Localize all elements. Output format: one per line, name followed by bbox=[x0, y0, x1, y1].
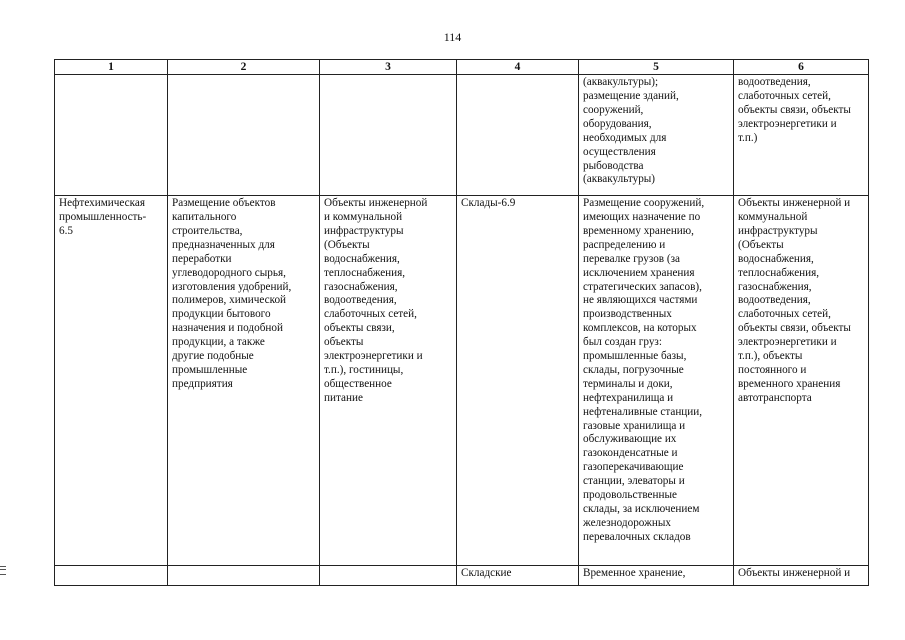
column-header: 6 bbox=[734, 60, 869, 75]
header-row bbox=[55, 60, 869, 75]
column-header: 5 bbox=[579, 60, 734, 75]
table-row bbox=[55, 75, 869, 196]
table-cell bbox=[168, 566, 320, 586]
table-cell bbox=[168, 75, 320, 196]
table-cell: Нефтехимическая промышленность- 6.5 bbox=[55, 196, 168, 566]
table-cell: (аквакультуры); размещение зданий, сооружений, оборудования, необходимых для осуществления рыбоводства (аквакультуры) bbox=[579, 75, 734, 196]
table-cell bbox=[457, 75, 579, 196]
table-cell bbox=[320, 566, 457, 586]
margin-mark bbox=[0, 566, 6, 575]
table-row bbox=[55, 566, 869, 586]
table-cell: Размещение сооружений, имеющих назначение по временному хранению, распределению и перевалке грузов (за исключением хранения стратегических запасов), не являющихся частями производственных комплексов, на которых был создан груз: промышленные базы, склады, погрузочные терминалы и доки, нефтехранилища и нефтеналивные станции, газовые хранилища и обслуживающие их газоконденсатные и газоперекачивающие станции, элеваторы и продовольственные склады, за исключением железнодорожных перевалочных складов bbox=[579, 196, 734, 566]
table-row bbox=[55, 196, 869, 566]
page-number: 114 bbox=[443, 30, 462, 44]
table-cell: Склады-6.9 bbox=[457, 196, 579, 566]
column-header: 3 bbox=[320, 60, 457, 75]
table-cell: Объекты инженерной и коммунальной инфраструктуры (Объекты водоснабжения, теплоснабжения, газоснабжения, водоотведения, слаботочных сетей, объекты связи, объекты электроэнергетики и т.п.), гостиницы, общественное питание bbox=[320, 196, 457, 566]
table-cell: Временное хранение, bbox=[579, 566, 734, 586]
table-cell: водоотведения, слаботочных сетей, объекты связи, объекты электроэнергетики и т.п.) bbox=[734, 75, 869, 196]
column-header: 2 bbox=[168, 60, 320, 75]
table-cell: Объекты инженерной и коммунальной инфраструктуры (Объекты водоснабжения, теплоснабжения, газоснабжения, водоотведения, слаботочных сетей, объекты связи, объекты электроэнергетики и т.п.), объекты постоянного и временного хранения автотранспорта bbox=[734, 196, 869, 566]
table-cell bbox=[320, 75, 457, 196]
table-cell: Размещение объектов капитального строительства, предназначенных для переработки углеводородного сырья, изготовления удобрений, полимеров, химической продукции бытового назначения и подобной продукции, а также другие подобные промышленные предприятия bbox=[168, 196, 320, 566]
table-cell bbox=[55, 566, 168, 586]
table-cell: Объекты инженерной и bbox=[734, 566, 869, 586]
column-header: 4 bbox=[457, 60, 579, 75]
table-cell bbox=[55, 75, 168, 196]
land-use-table bbox=[54, 59, 869, 586]
column-header: 1 bbox=[55, 60, 168, 75]
table-cell: Складские bbox=[457, 566, 579, 586]
